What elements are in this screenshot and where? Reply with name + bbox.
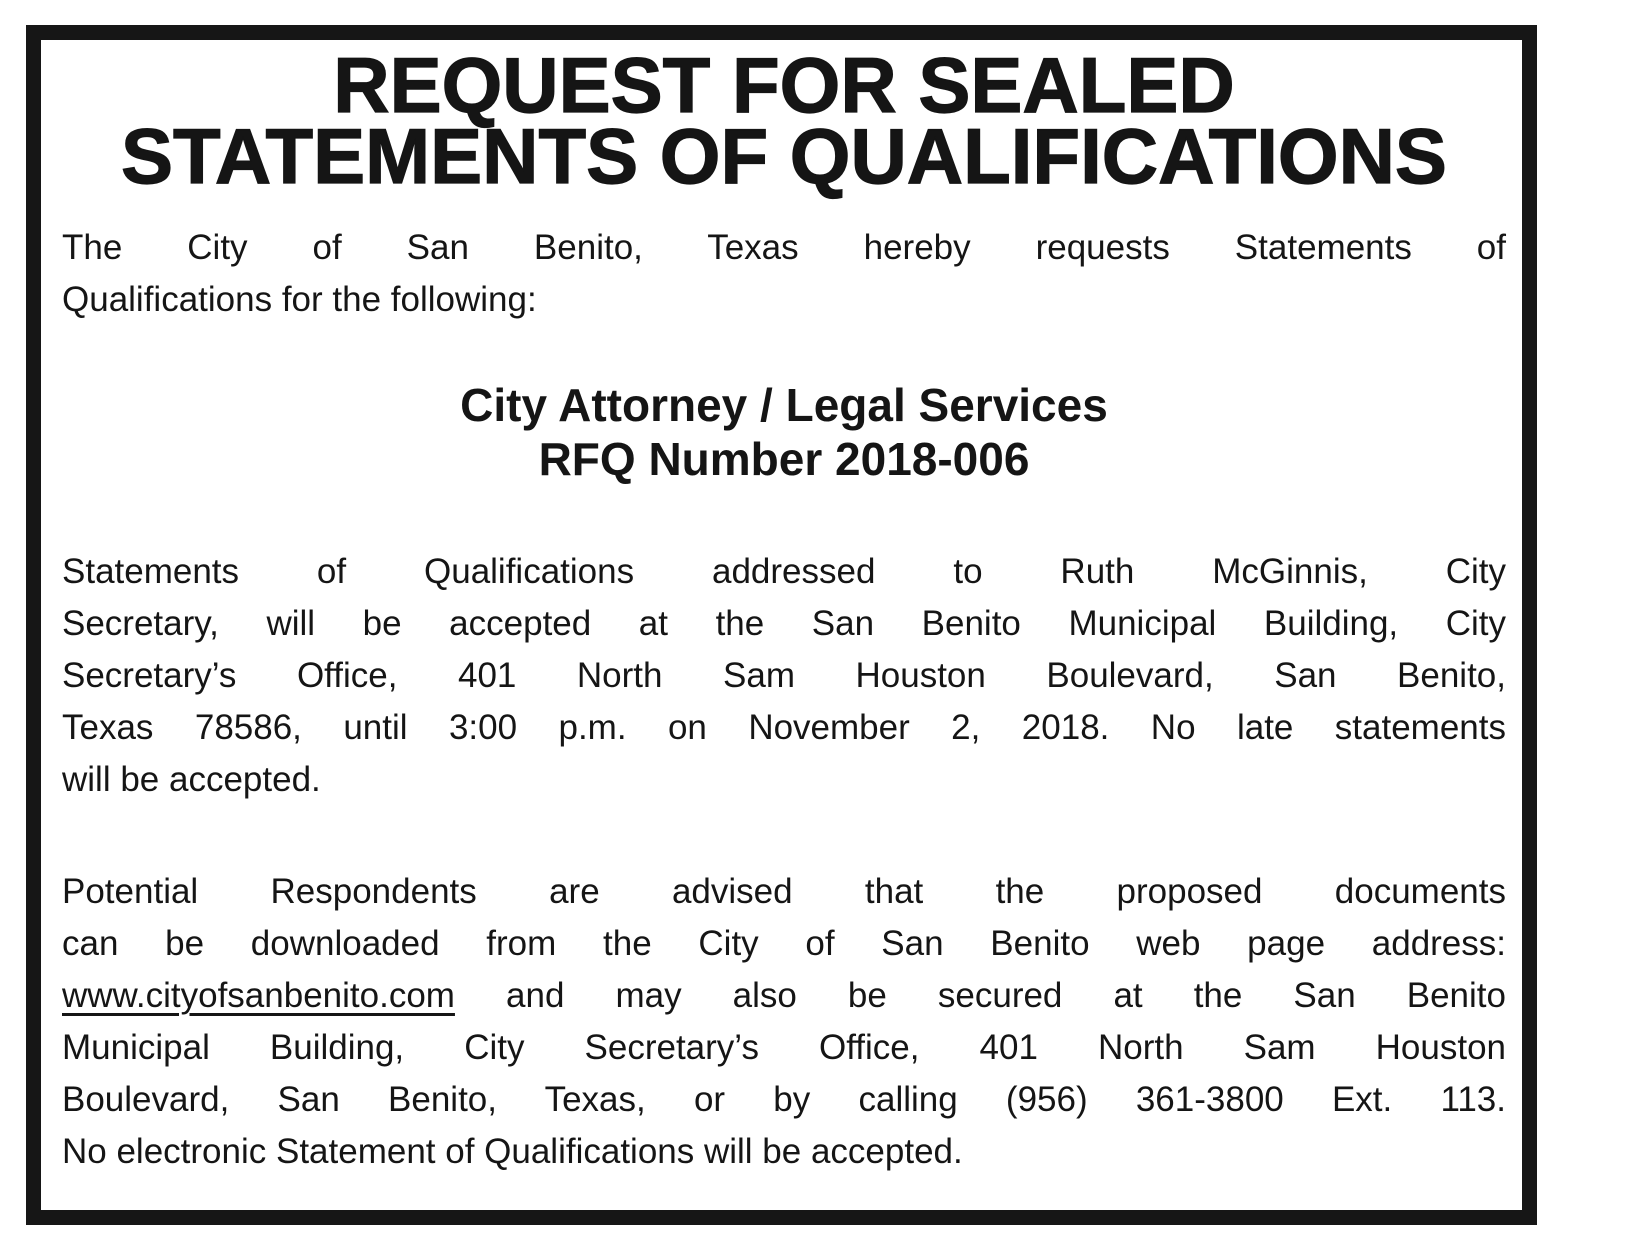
notice-title-line1: REQUEST FOR SEALED (333, 41, 1235, 129)
notice-title (62, 41, 1506, 200)
download-line: can be downloaded from the City of San Benito web page address: (62, 924, 1506, 963)
submission-line: Statements of Qualifications addressed to Ruth McGinnis, City (62, 552, 1506, 591)
submission-line: will be accepted. (62, 760, 321, 799)
intro-line: Qualifications for the following: (62, 280, 537, 319)
download-url-line-rest: and may also be secured at the San Benito (454, 976, 1506, 1015)
notice-title-line2: STATEMENTS OF QUALIFICATIONS (121, 112, 1447, 200)
notice-frame (26, 25, 1537, 1225)
subject-heading (62, 378, 1506, 486)
subject-rfq-number-line: RFQ Number 2018-006 (538, 433, 1030, 485)
download-url-line (62, 970, 1506, 1022)
subject-service-line: City Attorney / Legal Services (460, 379, 1108, 431)
submission-line: Secretary’s Office, 401 North Sam Houston Boulevard, San Benito, (62, 656, 1506, 695)
download-line: Boulevard, San Benito, Texas, or by calling (956) 361-3800 Ext. 113. (62, 1080, 1506, 1119)
submission-line: Texas 78586, until 3:00 p.m. on November 2, 2018. No late statements (62, 708, 1506, 747)
download-line: No electronic Statement of Qualifications will be accepted. (62, 1132, 963, 1171)
download-line: Potential Respondents are advised that the proposed documents (62, 872, 1506, 911)
submission-paragraph (62, 546, 1506, 806)
submission-line: Secretary, will be accepted at the San Benito Municipal Building, City (62, 604, 1506, 643)
intro-line: The City of San Benito, Texas hereby requests Statements of (62, 228, 1506, 267)
website-url: www.cityofsanbenito.com (62, 976, 455, 1015)
download-line: Municipal Building, City Secretary’s Office, 401 North Sam Houston (62, 1028, 1506, 1067)
download-paragraph (62, 866, 1506, 1178)
intro-paragraph (62, 222, 1506, 326)
